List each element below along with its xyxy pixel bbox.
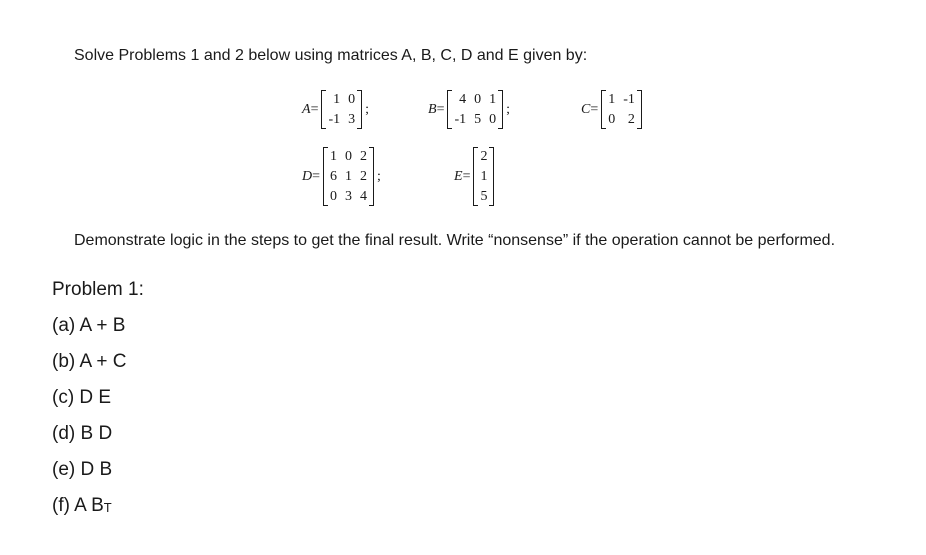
matrix-e-definition (454, 147, 496, 206)
matrix-cell: 1 (608, 92, 616, 107)
matrix-cell: 0 (474, 92, 482, 107)
problem-1-list (52, 279, 144, 531)
matrix-cell: 4 (459, 92, 467, 107)
equals-sign: = (310, 101, 319, 117)
equals-sign: = (462, 168, 471, 184)
problem-item: (a) A + B (52, 315, 126, 336)
matrix-cell: 5 (474, 112, 482, 127)
problem-item: (e) D B (52, 459, 113, 480)
matrix-cell: 0 (345, 149, 353, 164)
equals-sign: = (590, 101, 599, 117)
matrix-cell: 1 (489, 92, 497, 107)
problem-item: (b) A + C (52, 351, 127, 372)
matrix-c-label: C (581, 101, 591, 117)
matrix-cell: 2 (360, 169, 368, 184)
matrix-b-label: B (428, 101, 437, 117)
matrix-cell: 2 (360, 149, 368, 164)
matrix-a-label: A (302, 101, 311, 117)
matrix-d-label: D (302, 168, 313, 184)
matrix-cell: 1 (333, 92, 341, 107)
matrix-cell: 0 (489, 112, 497, 127)
matrix-c-definition (581, 90, 644, 129)
matrix-a (321, 90, 362, 129)
matrix-d-definition (302, 147, 381, 206)
separator: ; (377, 168, 381, 184)
matrix-cell: -1 (328, 112, 341, 127)
matrix-cell: 0 (608, 112, 616, 127)
matrix-cell: -1 (623, 92, 635, 107)
matrix-e (473, 147, 494, 206)
equals-sign: = (436, 101, 445, 117)
problem-item (52, 495, 144, 531)
separator: ; (365, 101, 370, 117)
equals-sign: = (312, 168, 321, 184)
matrix-cell: 1 (480, 169, 488, 184)
matrix-d (323, 147, 374, 206)
matrix-cell: 0 (330, 189, 338, 204)
problem-item: (c) D E (52, 387, 112, 408)
matrix-cell: 2 (627, 112, 635, 127)
matrix-cell: 3 (345, 189, 353, 204)
matrix-c (601, 90, 642, 129)
instructions-text: Demonstrate logic in the steps to get the final result. Write “nonsense” if the operation cannot be performed. (74, 232, 836, 249)
intro-text: Solve Problems 1 and 2 below using matrices A, B, C, D and E given by: (74, 47, 588, 64)
matrix-cell: 6 (330, 169, 338, 184)
problem-item: (d) B D (52, 423, 113, 444)
matrix-cell: 0 (348, 92, 356, 107)
transpose-marker: T (103, 500, 112, 515)
separator: ; (506, 101, 511, 117)
problem-item-text: (f) A B (52, 495, 104, 516)
matrix-b-definition (428, 90, 510, 129)
matrix-b (447, 90, 503, 129)
matrix-cell: 1 (345, 169, 353, 184)
matrix-cell: 2 (480, 149, 488, 164)
matrix-cell: 3 (348, 112, 356, 127)
matrix-cell: 1 (330, 149, 338, 164)
matrix-a-definition (302, 90, 369, 129)
matrix-cell: -1 (454, 112, 467, 127)
matrix-e-label: E (454, 168, 463, 184)
problem-heading: Problem 1: (52, 279, 144, 300)
matrix-cell: 4 (360, 189, 368, 204)
matrix-cell: 5 (480, 189, 488, 204)
